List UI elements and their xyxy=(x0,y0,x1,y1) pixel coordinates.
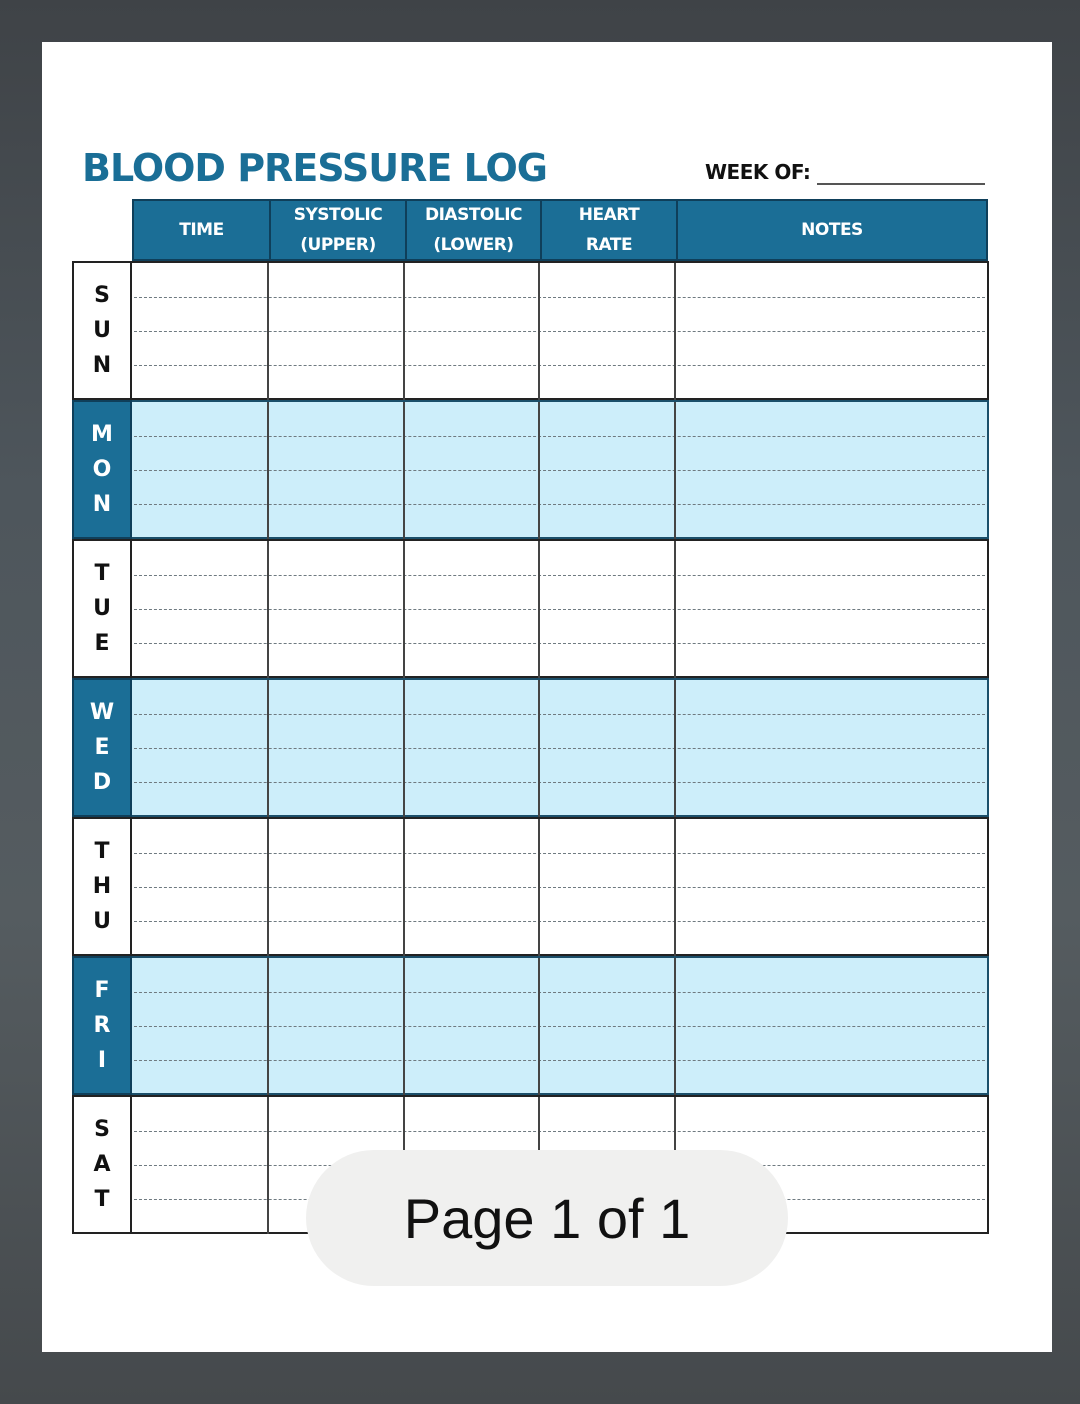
day-row-fri xyxy=(72,956,989,1095)
dotted-writing-line xyxy=(134,1026,985,1027)
day-letter: N xyxy=(92,353,112,378)
day-letter: R xyxy=(93,1013,111,1038)
dotted-writing-line xyxy=(134,714,985,715)
page-indicator: Page 1 of 1 xyxy=(306,1150,788,1286)
day-letter: E xyxy=(94,735,110,760)
day-letter: T xyxy=(94,1187,110,1212)
log-table xyxy=(72,261,989,1237)
day-entry-area[interactable] xyxy=(132,400,989,539)
day-entry-area[interactable] xyxy=(132,261,989,400)
dotted-writing-line xyxy=(134,782,985,783)
dotted-writing-line xyxy=(134,436,985,437)
column-divider xyxy=(267,1097,269,1234)
column-divider xyxy=(267,263,269,400)
day-label-sat xyxy=(72,1095,132,1234)
dotted-writing-line xyxy=(134,331,985,332)
column-divider xyxy=(403,541,405,678)
week-of-blank-line xyxy=(817,183,985,185)
column-divider xyxy=(403,819,405,956)
day-letter: N xyxy=(92,492,112,517)
day-letter: A xyxy=(93,1152,111,1177)
day-entry-area[interactable] xyxy=(132,539,989,678)
dotted-writing-line xyxy=(134,470,985,471)
column-divider xyxy=(538,680,540,817)
day-label-mon xyxy=(72,400,132,539)
column-divider xyxy=(267,958,269,1095)
day-label-wed xyxy=(72,678,132,817)
day-label-thu xyxy=(72,817,132,956)
day-letter: W xyxy=(89,700,115,725)
page-title: BLOOD PRESSURE LOG xyxy=(82,146,547,190)
column-divider xyxy=(674,680,676,817)
day-row-wed xyxy=(72,678,989,817)
day-entry-area[interactable] xyxy=(132,956,989,1095)
day-letter: E xyxy=(94,631,110,656)
dotted-writing-line xyxy=(134,887,985,888)
column-divider xyxy=(267,402,269,539)
column-divider xyxy=(403,402,405,539)
day-letter: H xyxy=(92,874,112,899)
dotted-writing-line xyxy=(134,365,985,366)
column-divider xyxy=(538,958,540,1095)
table-header xyxy=(132,199,988,261)
column-divider xyxy=(267,819,269,956)
column-divider xyxy=(674,541,676,678)
day-letter: U xyxy=(93,596,111,621)
dotted-writing-line xyxy=(134,643,985,644)
column-divider xyxy=(674,263,676,400)
dotted-writing-line xyxy=(134,504,985,505)
column-header-diastolic: DIASTOLIC (LOWER) xyxy=(424,205,523,255)
day-letter: S xyxy=(94,283,110,308)
dotted-writing-line xyxy=(134,575,985,576)
day-row-tue xyxy=(72,539,989,678)
day-letter: S xyxy=(94,1117,110,1142)
column-header-notes: NOTES xyxy=(801,220,863,240)
column-divider xyxy=(267,680,269,817)
day-letter: F xyxy=(94,978,110,1003)
day-entry-area[interactable] xyxy=(132,678,989,817)
column-divider xyxy=(403,680,405,817)
column-header-systolic: SYSTOLIC (UPPER) xyxy=(293,205,383,255)
column-divider xyxy=(674,819,676,956)
dotted-writing-line xyxy=(134,921,985,922)
day-row-mon xyxy=(72,400,989,539)
column-divider xyxy=(403,263,405,400)
dotted-writing-line xyxy=(134,609,985,610)
day-letter: D xyxy=(92,770,112,795)
column-header-time: TIME xyxy=(179,220,224,240)
dotted-writing-line xyxy=(134,297,985,298)
day-row-thu xyxy=(72,817,989,956)
column-divider xyxy=(267,541,269,678)
column-header-heart-rate: HEART RATE xyxy=(578,205,640,255)
column-divider xyxy=(538,541,540,678)
day-label-fri xyxy=(72,956,132,1095)
day-letter: U xyxy=(93,909,111,934)
column-divider xyxy=(674,958,676,1095)
column-divider xyxy=(538,263,540,400)
week-of-label: WEEK OF: xyxy=(705,160,811,184)
dotted-writing-line xyxy=(134,1060,985,1061)
day-letter: I xyxy=(97,1048,107,1073)
day-row-sun xyxy=(72,261,989,400)
day-letter: T xyxy=(94,839,110,864)
day-letter: M xyxy=(91,422,113,447)
column-divider xyxy=(674,402,676,539)
dotted-writing-line xyxy=(134,748,985,749)
day-letter: O xyxy=(92,457,112,482)
day-label-sun xyxy=(72,261,132,400)
column-divider xyxy=(538,402,540,539)
day-letter: T xyxy=(94,561,110,586)
column-divider xyxy=(403,958,405,1095)
dotted-writing-line xyxy=(134,1131,985,1132)
dotted-writing-line xyxy=(134,853,985,854)
day-letter: U xyxy=(93,318,111,343)
column-divider xyxy=(538,819,540,956)
dotted-writing-line xyxy=(134,992,985,993)
day-entry-area[interactable] xyxy=(132,817,989,956)
day-label-tue xyxy=(72,539,132,678)
